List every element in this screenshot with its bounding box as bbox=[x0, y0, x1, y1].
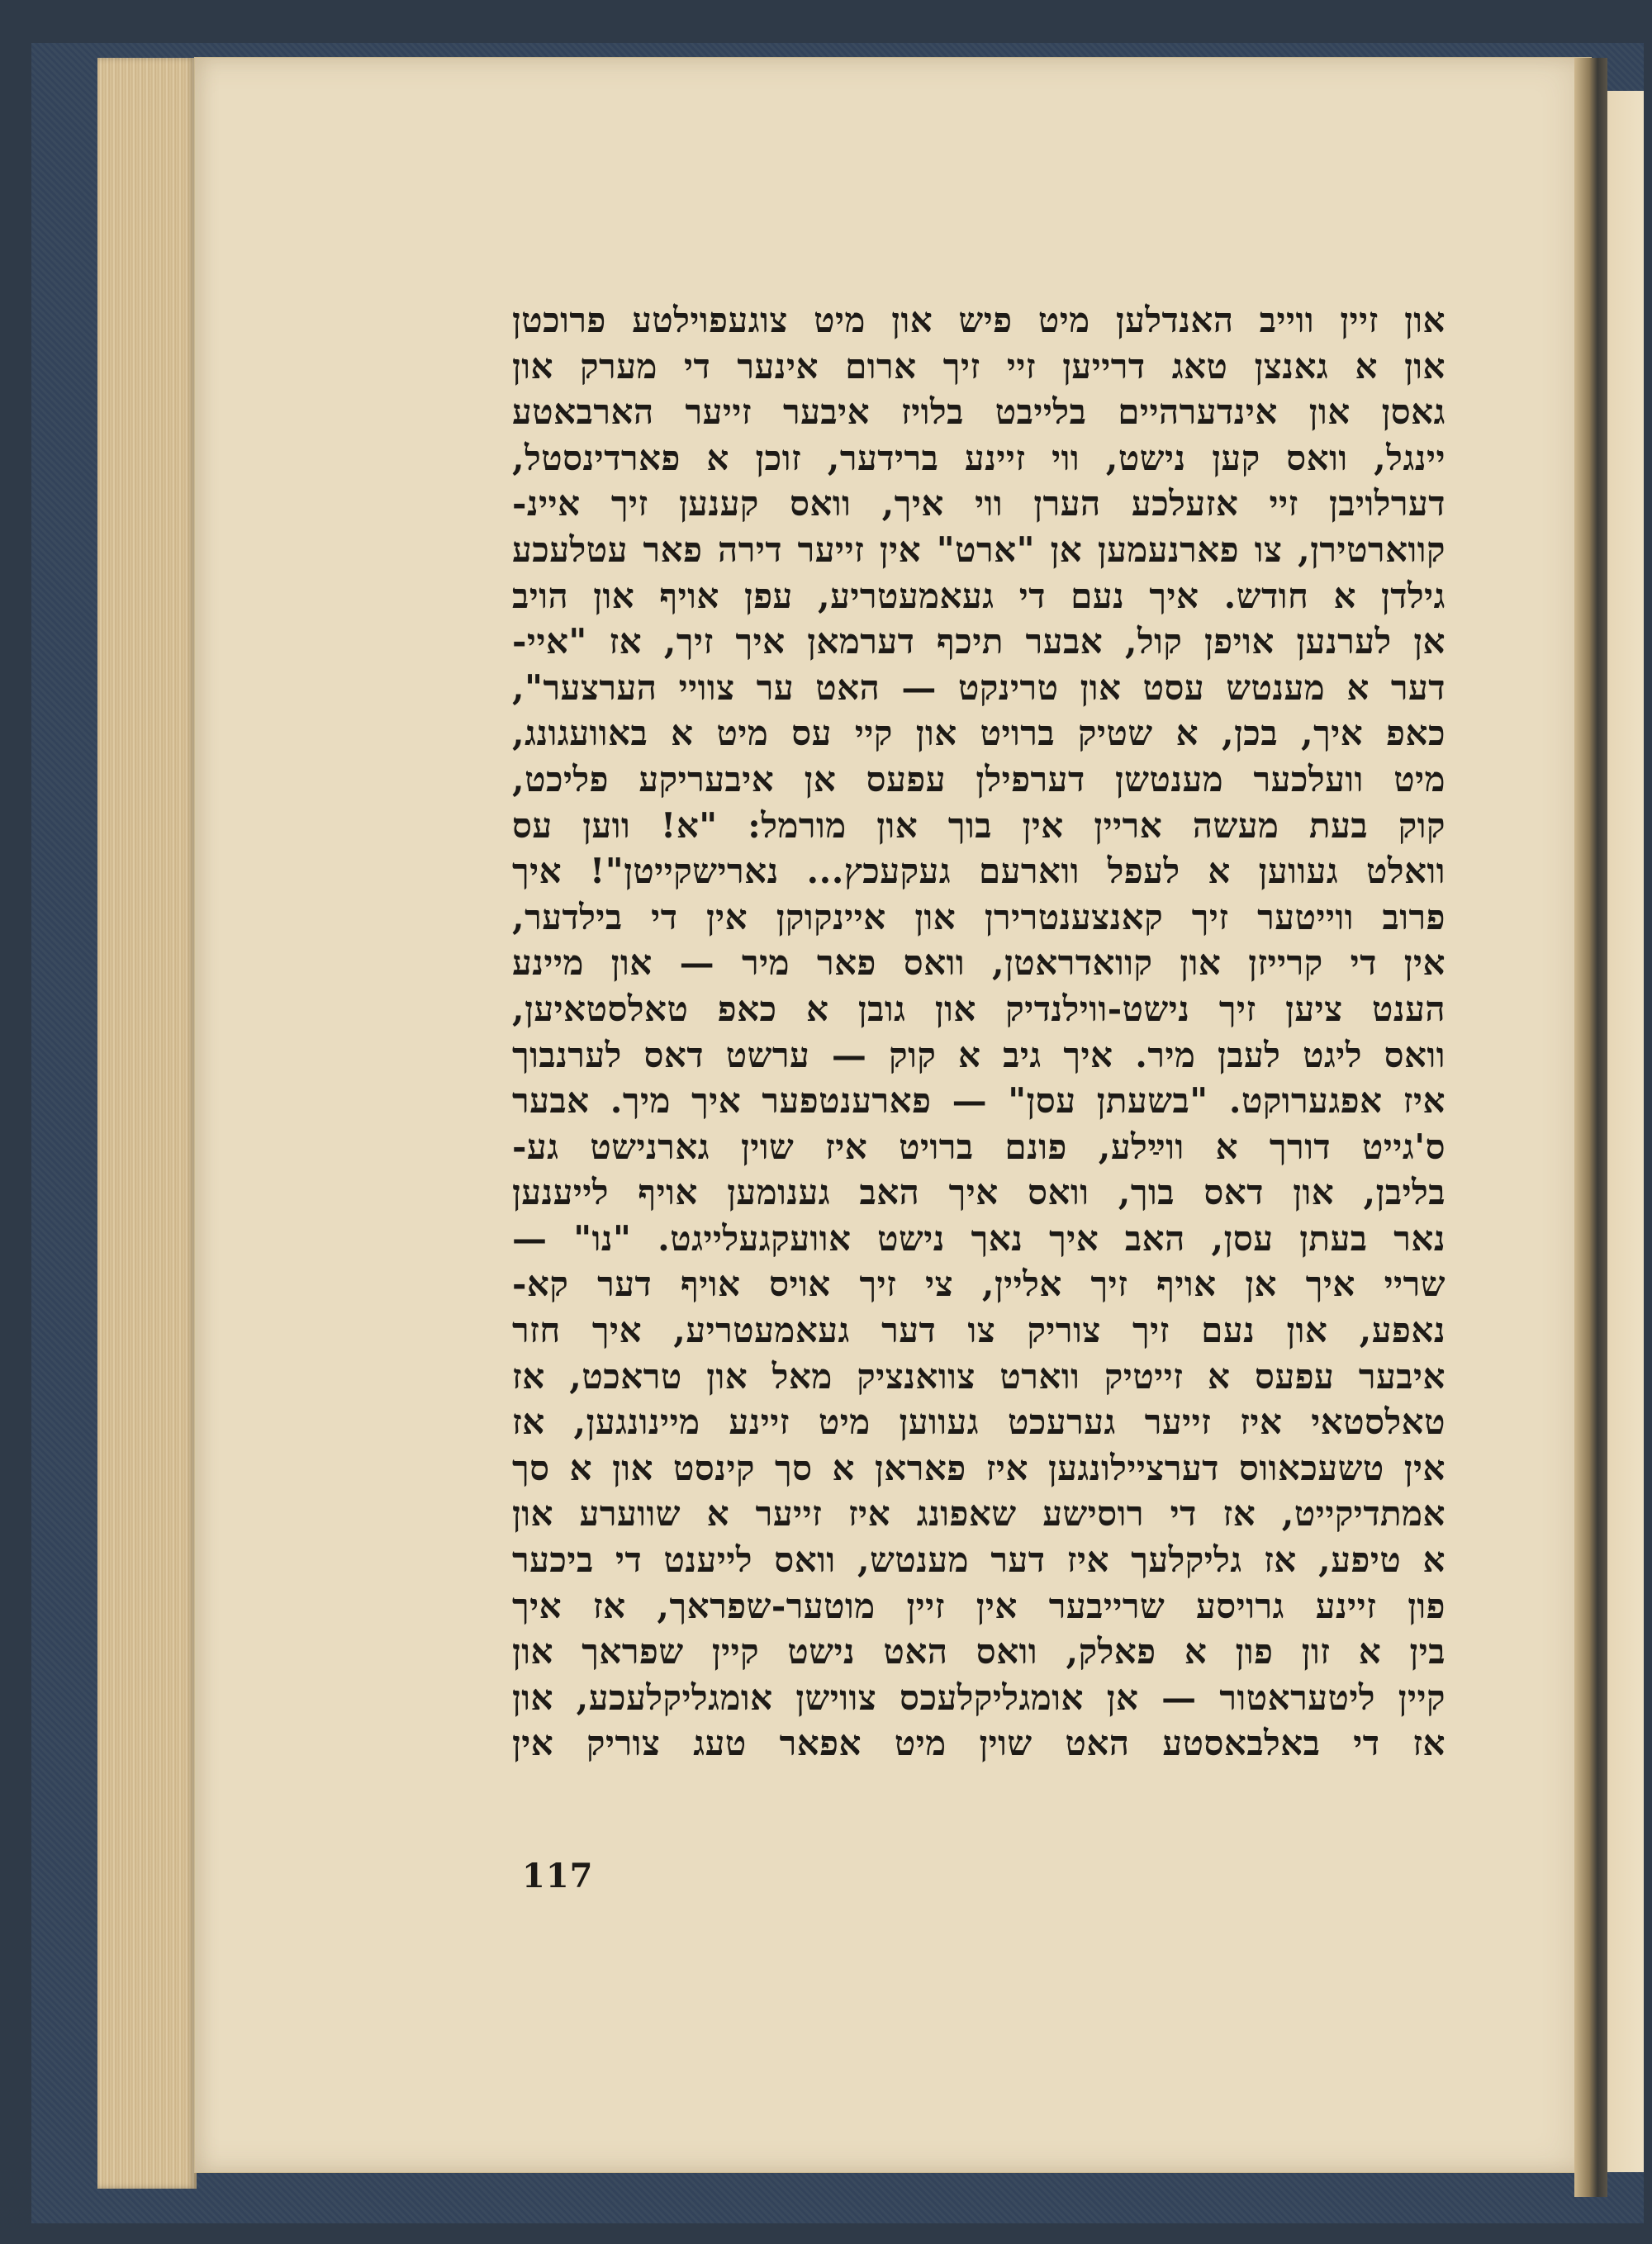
text-line: איז אפגערוקט. "בשעתן עסן" — פארענטפער איך מיך. אבער bbox=[512, 1080, 1446, 1122]
text-line: קווארטירן, צו פארנעמען אן "ארט" אין זייער דירה פאר עטלעכע bbox=[512, 529, 1446, 570]
text-line: כאפ איך, בכן, א שטיק ברויט און קיי עס מיט א באוועגונג, bbox=[512, 713, 1446, 754]
text-line: קוק בעת מעשה אריין אין בוך און מורמל: "א! ווען עס bbox=[512, 804, 1446, 846]
page-number: 117 bbox=[522, 1857, 594, 1895]
text-line: איבער עפעס א זייטיק ווארט צוואנציק מאל און טראכט, אז bbox=[512, 1355, 1446, 1397]
text-line: ס'גייט דורך א ווײַלע, פונם ברויט איז שוין גארנישט גע- bbox=[512, 1126, 1446, 1167]
text-line: מיט וועלכער מענטשן דערפילן עפעס אן איבעריקע פליכט, bbox=[512, 758, 1446, 799]
book-gutter bbox=[1574, 58, 1607, 2197]
body-text bbox=[512, 297, 1446, 1850]
text-line: אמתדיקייט, אז די רוסישע שאפונג איז זייער א שווערע און bbox=[512, 1493, 1446, 1535]
text-line: גאסן און אינדערהיים בלייבט בלויז איבער זייער הארבאטע bbox=[512, 391, 1446, 433]
text-line: און זיין ווייב האנדלען מיט פיש און מיט צוגעפוילטע פרוכטן bbox=[512, 300, 1446, 340]
text-line: בליבן, און דאס בוך, וואס איך האב גענומען אויף לייענען bbox=[512, 1172, 1446, 1213]
text-line: הענט ציען זיך נישט-ווילנדיק און גובן א כאפ טאלסטאיען, bbox=[512, 988, 1446, 1029]
text-line: וואס ליגט לעבן מיר. איך גיב א קוק — ערשט דאס לערנבוך bbox=[512, 1034, 1446, 1075]
text-line: פון זיינע גרויסע שרייבער אין זיין מוטער-שפראך, אז איך bbox=[512, 1585, 1446, 1626]
text-line: קיין ליטעראטור — אן אומגליקלעכס צווישן אומגליקלעכע, און bbox=[512, 1677, 1446, 1718]
cover-edge bbox=[1644, 43, 1652, 2223]
text-line: דערלויבן זיי אזעלכע הערן ווי איך, וואס קענען זיך איינ- bbox=[512, 483, 1446, 524]
text-line: נאר בעתן עסן, האב איך נאך נישט אוועקגעלייגט. "נו" — bbox=[512, 1217, 1446, 1259]
text-line: פרוב ווייטער זיך קאנצענטרירן און איינקוקן אין די בילדער, bbox=[512, 896, 1446, 937]
page-edges bbox=[97, 58, 197, 2189]
text-line: אן לערנען אויפן קול, אבער תיכף דערמאן איך זיך, אז "איי- bbox=[512, 621, 1446, 662]
text-line: א טיפע, אז גליקלעך איז דער מענטש, וואס לייענט די ביכער bbox=[512, 1539, 1446, 1581]
text-line: וואלט געווען א לעפל ווארעם געקעכץ... נארישקייטן"! איך bbox=[512, 851, 1446, 892]
text-line: יינגל, וואס קען נישט, ווי זיינע ברידער, זוכן א פארדינסטל, bbox=[512, 437, 1446, 478]
text-line: גילדן א חודש. איך נעם די געאמעטריע, עפן אויף און הויב bbox=[512, 575, 1446, 616]
text-line: בין א זון פון א פאלק, וואס האט נישט קיין שפראך און bbox=[512, 1631, 1446, 1672]
text-line: אין די קרייזן און קוואדראטן, וואס פאר מיר — און מיינע bbox=[512, 942, 1446, 984]
text-line: און א גאנצן טאג דרייען זיי זיך ארום אינער די מערק און bbox=[512, 345, 1446, 387]
text-line: נאפע, און נעם זיך צוריק צו דער געאמעטריע, איך חזר bbox=[512, 1310, 1446, 1351]
text-line: אז די באלבאסטע האט שוין מיט אפאר טעג צוריק אין bbox=[512, 1723, 1446, 1764]
text-line: דער א מענטש עסט און טרינקט — האט ער צוויי הערצער", bbox=[512, 667, 1446, 708]
text-line: אין טשעכאווס דערציילונגען איז פאראן א סך קינסט און א סך bbox=[512, 1447, 1446, 1488]
text-line: שריי איך אן אויף זיך אליין, צי זיך אויס אויף דער קא- bbox=[512, 1264, 1446, 1305]
text-line: טאלסטאי איז זייער גערעכט געווען מיט זיינע מיינונגען, אז bbox=[512, 1402, 1446, 1443]
